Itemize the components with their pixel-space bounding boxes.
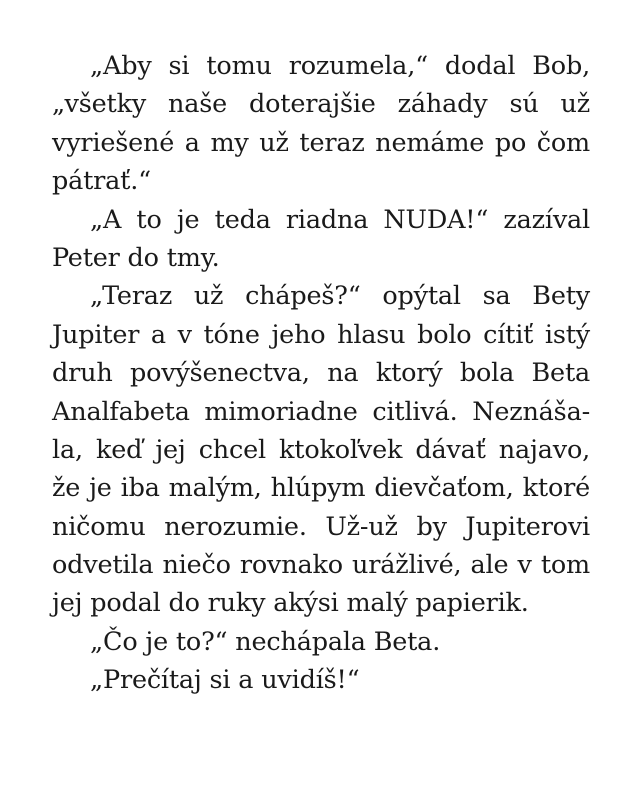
text-line: Peter do tmy. xyxy=(52,242,220,273)
paragraph xyxy=(52,201,590,278)
text-line: „A to je teda riadna NUDA!“ zazíval xyxy=(90,204,590,235)
paragraph xyxy=(52,277,590,623)
text-line: pátrať.“ xyxy=(52,166,151,197)
paragraph xyxy=(52,47,590,201)
text-line: la, keď jej chcel ktokoľvek dávať najavo, xyxy=(52,434,590,465)
text-line: „Teraz už chápeš?“ opýtal sa Bety xyxy=(90,281,590,312)
text-line: „Čo je to?“ nechápala Beta. xyxy=(90,626,441,657)
text-line: druh povýšenectva, na ktorý bola Beta xyxy=(52,358,590,389)
text-line: ničomu nerozumie. Už-už by Jupiterovi xyxy=(52,511,590,542)
paragraph xyxy=(52,623,590,661)
text-line: Analfabeta mimoriadne citlivá. Neznáša- xyxy=(52,396,590,427)
paragraph xyxy=(52,661,590,699)
text-line: „Prečítaj si a uvidíš!“ xyxy=(90,665,360,696)
text-line: že je iba malým, hlúpym dievčaťom, ktoré xyxy=(52,473,590,504)
text-line: odvetila niečo rovnako urážlivé, ale v tom xyxy=(52,550,590,581)
book-page-text xyxy=(52,47,590,700)
text-line: Jupiter a v tóne jeho hlasu bolo cítiť istý xyxy=(52,319,590,350)
text-line: „Aby si tomu rozumela,“ dodal Bob, xyxy=(90,51,590,81)
text-line: vyriešené a my už teraz nemáme po čom xyxy=(52,127,590,158)
text-line: jej podal do ruky akýsi malý papierik. xyxy=(52,588,529,619)
text-line: „všetky naše doterajšie záhady sú už xyxy=(52,89,590,120)
